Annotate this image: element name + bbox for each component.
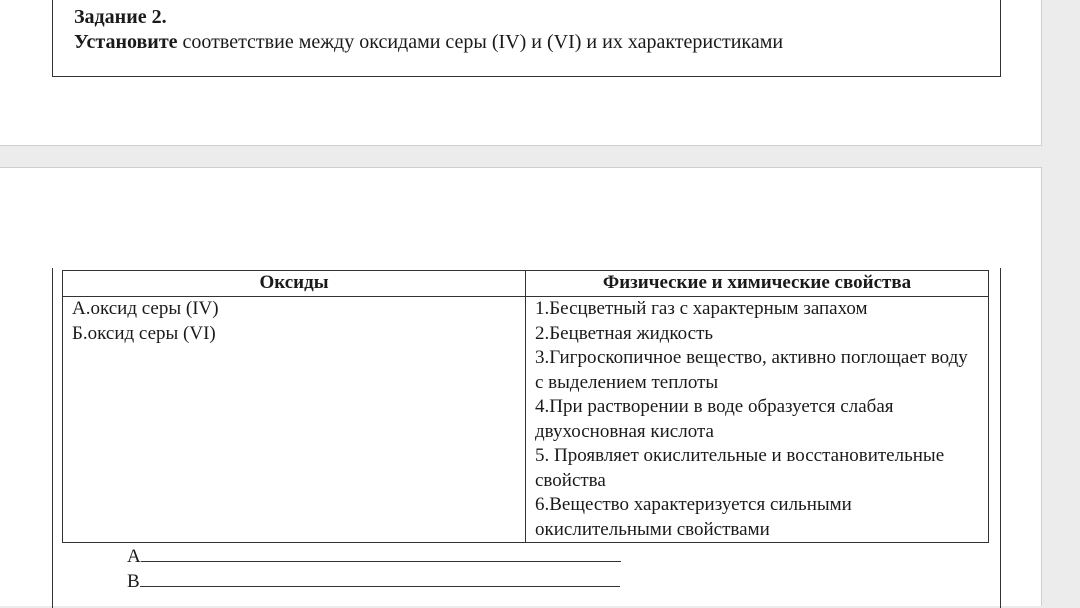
table-row <box>63 493 989 543</box>
oxide-cell-empty <box>63 493 526 543</box>
oxide-cell: А.оксид серы (IV) <box>63 297 526 322</box>
table-row <box>63 322 989 347</box>
oxide-cell: Б.оксид серы (VI) <box>63 322 526 347</box>
instruction-rest: соответствие между оксидами серы (IV) и (VI) и их характеристиками <box>177 31 784 53</box>
property-cell: 2.Бецветная жидкость <box>526 322 989 347</box>
table-row <box>63 297 989 322</box>
oxide-cell-empty <box>63 444 526 493</box>
table-row <box>63 444 989 493</box>
page-top <box>0 0 1042 146</box>
table-header-row <box>63 271 989 297</box>
answer-label: А <box>127 546 141 567</box>
answer-blank[interactable] <box>140 569 620 587</box>
header-properties: Физические и химические свойства <box>526 271 989 297</box>
header-oxides: Оксиды <box>63 271 526 297</box>
answer-label: В <box>127 571 140 592</box>
answer-line-a[interactable] <box>127 544 621 568</box>
instruction-bold: Установите <box>74 31 178 53</box>
task-title: Задание 2. <box>74 6 167 28</box>
property-cell: 1.Бесцветный газ с характерным запахом <box>526 297 989 322</box>
task-instruction <box>74 31 783 54</box>
property-cell: 5. Проявляет окислительные и восстановительные свойства <box>526 444 989 493</box>
property-cell: 4.При растворении в воде образуется слабая двухосновная кислота <box>526 395 989 444</box>
property-cell: 3.Гигроскопичное вещество, активно поглощает воду с выделением теплоты <box>526 346 989 395</box>
property-cell: 6.Вещество характеризуется сильными окислительными свойствами <box>526 493 989 543</box>
table-row <box>63 395 989 444</box>
oxide-cell-empty <box>63 395 526 444</box>
match-table <box>62 270 989 543</box>
answer-line-b[interactable] <box>127 569 620 593</box>
oxide-cell-empty <box>63 346 526 395</box>
table-row <box>63 346 989 395</box>
answer-blank[interactable] <box>141 544 621 562</box>
